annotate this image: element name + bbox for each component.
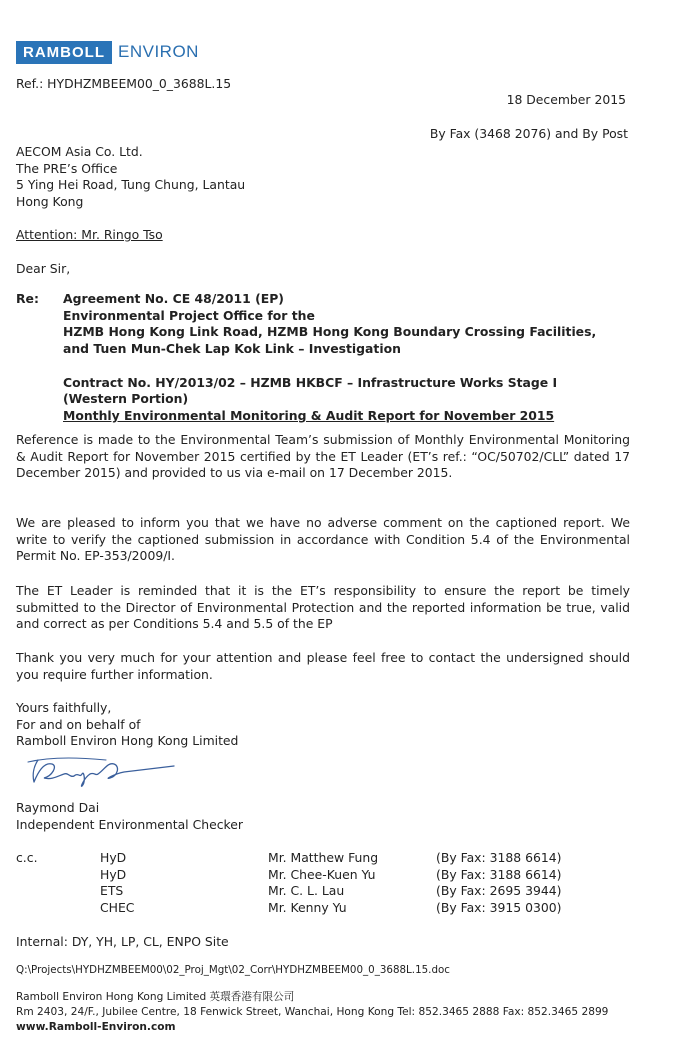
office-line: Environmental Project Office for the xyxy=(63,307,315,323)
letter-date: 18 December 2015 xyxy=(506,92,626,107)
cc-org: HyD xyxy=(100,850,127,865)
address-line: The PRE’s Office xyxy=(16,160,118,176)
cc-label: c.c. xyxy=(16,850,38,865)
report-title: Monthly Environmental Monitoring & Audit Report for November 2015 xyxy=(63,407,555,423)
cc-org: CHEC xyxy=(100,900,135,916)
contract-line: (Western Portion) xyxy=(63,391,189,407)
salutation: Dear Sir, xyxy=(16,261,71,276)
file-path: Q:\Projects\HYDHZMBEEM00\02_Proj_Mgt\02_Corr\HYDHZMBEEM00_0_3688L.15.doc xyxy=(16,964,450,976)
cc-table xyxy=(100,850,561,917)
signer-title: Independent Environmental Checker xyxy=(16,816,243,832)
cc-name: Mr. Kenny Yu xyxy=(268,900,347,916)
address-line: AECOM Asia Co. Ltd. xyxy=(16,144,143,159)
project-line: HZMB Hong Kong Link Road, HZMB Hong Kong Boundary Crossing Facilities, xyxy=(63,324,597,340)
cc-name: Mr. Matthew Fung xyxy=(268,850,379,865)
cc-fax: (By Fax: 3188 6614) xyxy=(436,866,562,882)
closing-line: Ramboll Environ Hong Kong Limited xyxy=(16,733,239,749)
recipient-address xyxy=(16,144,245,211)
body-paragraph: The ET Leader is reminded that it is the ET’s responsibility to ensure the report be timely submitted to the Director of Environmental Protection and the reported information be true, valid and correct as per Conditions 5.4 and 5.5 of the EP xyxy=(16,583,630,632)
cc-org: HyD xyxy=(100,866,127,882)
project-line: and Tuen Mun-Chek Lap Kok Link – Investigation xyxy=(63,341,401,357)
letter-footer xyxy=(16,990,608,1035)
footer-address: Rm 2403, 24/F., Jubilee Centre, 18 Fenwick Street, Wanchai, Hong Kong Tel: 852.3465 2888 Fax: 852.3465 2899 xyxy=(16,1006,609,1018)
cc-row xyxy=(100,867,561,884)
logo-word: ENVIRON xyxy=(118,42,199,62)
closing-block xyxy=(16,700,238,750)
delivery-method: By Fax (3468 2076) and By Post xyxy=(429,126,628,141)
cc-row xyxy=(100,850,561,867)
address-line: 5 Ying Hei Road, Tung Chung, Lantau xyxy=(16,177,246,193)
closing-line: Yours faithfully, xyxy=(16,700,112,715)
signer-name: Raymond Dai xyxy=(16,800,100,815)
agreement-line: Agreement No. CE 48/2011 (EP) xyxy=(63,291,284,306)
company-logo xyxy=(16,40,199,65)
body-paragraph: We are pleased to inform you that we have no adverse comment on the captioned report. We write to verify the captioned submission in accordance with Condition 5.4 of the Environmental Permit No. EP-353/2009/I. xyxy=(16,515,630,564)
re-label: Re: xyxy=(16,291,39,306)
body-paragraph: Reference is made to the Environmental Team’s submission of Monthly Environmental Monitoring & Audit Report for November 2015 certified by the ET Leader (ET’s ref.: “OC/50702/CLL” dated 17 December 2015) and provided to us via e-mail on 17 December 2015. xyxy=(16,432,630,481)
closing-line: For and on behalf of xyxy=(16,716,141,732)
handwritten-signature xyxy=(24,752,184,792)
body-paragraph: Thank you very much for your attention and please feel free to contact the undersigned should you require further information. xyxy=(16,650,630,682)
cc-name: Mr. C. L. Lau xyxy=(268,883,345,899)
cc-fax: (By Fax: 3915 0300) xyxy=(436,900,562,916)
footer-company: Ramboll Environ Hong Kong Limited 英環香港有限公司 xyxy=(16,991,295,1003)
footer-website: www.Ramboll-Environ.com xyxy=(16,1021,176,1033)
contract-line: Contract No. HY/2013/02 – HZMB HKBCF – Infrastructure Works Stage I xyxy=(63,374,558,390)
signer-block xyxy=(16,800,243,833)
subject-block xyxy=(63,291,631,425)
cc-row xyxy=(100,883,561,900)
logo-box: RAMBOLL xyxy=(16,41,112,64)
cc-row xyxy=(100,900,561,917)
cc-name: Mr. Chee-Kuen Yu xyxy=(268,866,376,882)
address-line: Hong Kong xyxy=(16,194,84,210)
reference-number: Ref.: HYDHZMBEEM00_0_3688L.15 xyxy=(16,76,232,91)
cc-fax: (By Fax: 3188 6614) xyxy=(436,850,562,865)
cc-fax: (By Fax: 2695 3944) xyxy=(436,883,562,899)
attention-line: Attention: Mr. Ringo Tso xyxy=(16,227,163,242)
cc-org: ETS xyxy=(100,883,124,899)
internal-distribution: Internal: DY, YH, LP, CL, ENPO Site xyxy=(16,934,229,949)
